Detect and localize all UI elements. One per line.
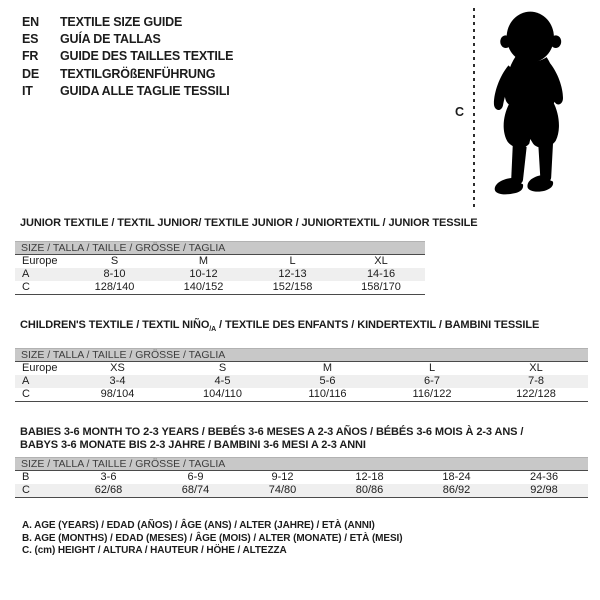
- table-cell: 140/152: [159, 281, 248, 295]
- table-row: [15, 375, 588, 388]
- table-cell: S: [110, 255, 119, 267]
- language-row: [22, 83, 233, 100]
- table-cell: L: [428, 362, 436, 374]
- table-row: [15, 255, 425, 269]
- row-label: C: [15, 388, 65, 402]
- children-title-post: / TEXTILE DES ENFANTS / KINDERTEXTIL / BAMBINI TESSILE: [216, 319, 540, 331]
- table-cell: 7-8: [484, 375, 588, 388]
- table-cell: M: [198, 255, 209, 267]
- junior-section-title: JUNIOR TEXTILE / TEXTIL JUNIOR/ TEXTILE JUNIOR / JUNIORTEXTIL / JUNIOR TESSILE: [20, 217, 478, 229]
- language-code: DE: [22, 66, 39, 81]
- table-cell: 104/110: [170, 388, 275, 402]
- height-measure-dotted-line: [473, 8, 475, 211]
- language-title: TEXTILE SIZE GUIDE: [60, 14, 183, 29]
- table-cell: L: [289, 255, 296, 267]
- language-row: [22, 13, 233, 30]
- babies-size-table: [15, 457, 588, 498]
- table-cell: 68/74: [152, 484, 239, 498]
- babies-title-line2: BABYS 3-6 MONATE BIS 2-3 JAHRE / BAMBINI 3-6 MESI A 2-3 ANNI: [20, 439, 366, 451]
- table-cell: 5-6: [275, 375, 380, 388]
- language-title: TEXTILGRÖßENFÜHRUNG: [60, 66, 216, 81]
- table-cell: 6-9: [187, 471, 204, 483]
- language-list: [22, 13, 233, 100]
- row-label: C: [15, 484, 65, 498]
- table-cell: 158/170: [337, 281, 425, 295]
- row-label: A: [15, 375, 65, 388]
- size-header-label: SIZE / TALLA / TAILLE / GRÖSSE / TAGLIA: [15, 242, 425, 255]
- table-cell: 128/140: [70, 281, 159, 295]
- table-cell: 116/122: [380, 388, 484, 402]
- table-cell: 86/92: [413, 484, 500, 498]
- language-row: [22, 65, 233, 82]
- table-cell: M: [322, 362, 333, 374]
- table-cell: 110/116: [275, 388, 380, 402]
- size-header-bar: [15, 242, 425, 255]
- table-cell: 62/68: [65, 484, 152, 498]
- table-cell: S: [218, 362, 227, 374]
- table-row: [15, 362, 588, 376]
- table-cell: 4-5: [170, 375, 275, 388]
- table-cell: 9-12: [271, 471, 294, 483]
- footnote-c: C. (cm) HEIGHT / ALTURA / HAUTEUR / HÖHE / ALTEZZA: [22, 545, 287, 557]
- row-label: Europe: [22, 255, 58, 267]
- table-row: [15, 484, 588, 498]
- table-row: [15, 388, 588, 402]
- children-title-sub: /A: [209, 326, 217, 334]
- language-row: [22, 30, 233, 47]
- table-row: [15, 471, 588, 485]
- table-cell: 3-6: [100, 471, 117, 483]
- footnotes: [22, 520, 402, 558]
- table-cell: 10-12: [159, 268, 248, 281]
- table-cell: 18-24: [442, 471, 471, 483]
- children-section-title: [20, 319, 539, 336]
- table-cell: 8-10: [70, 268, 159, 281]
- table-cell: 12-18: [355, 471, 384, 483]
- table-cell: XL: [374, 255, 388, 267]
- table-cell: XL: [529, 362, 543, 374]
- measure-c-label: C: [455, 105, 465, 119]
- language-title: GUIDA ALLE TAGLIE TESSILI: [60, 84, 230, 99]
- children-size-table: [15, 348, 588, 402]
- footnote-a: A. AGE (YEARS) / EDAD (AÑOS) / ÂGE (ANS) / ALTER (JAHRE) / ETÀ (ANNI): [22, 520, 375, 531]
- baby-silhouette: [483, 5, 583, 212]
- table-cell: 152/158: [248, 281, 337, 295]
- junior-size-table: [15, 241, 425, 295]
- size-header-bar: [15, 349, 588, 362]
- babies-section-title: [20, 426, 523, 452]
- size-header-label: SIZE / TALLA / TAILLE / GRÖSSE / TAGLIA: [15, 458, 588, 471]
- row-label: Europe: [22, 362, 58, 374]
- language-code: FR: [22, 49, 39, 64]
- size-header-label: SIZE / TALLA / TAILLE / GRÖSSE / TAGLIA: [15, 349, 588, 362]
- table-cell: 74/80: [239, 484, 326, 498]
- babies-title-line1: BABIES 3-6 MONTH TO 2-3 YEARS / BEBÉS 3-6 MESES A 2-3 AÑOS / BÉBÉS 3-6 MOIS À 2-3 ANS /: [20, 426, 524, 438]
- language-code: IT: [22, 84, 33, 99]
- table-cell: 80/86: [326, 484, 413, 498]
- footnote-b: B. AGE (MONTHS) / EDAD (MESES) / ÂGE (MOIS) / ALTER (MONATE) / ETÀ (MESI): [22, 532, 403, 544]
- table-cell: XS: [110, 362, 125, 374]
- children-title-pre: CHILDREN'S TEXTILE / TEXTIL NIÑO: [20, 319, 210, 331]
- language-code: EN: [22, 14, 39, 29]
- table-cell: 3-4: [65, 375, 170, 388]
- table-cell: 92/98: [500, 484, 588, 498]
- table-cell: 12-13: [248, 268, 337, 281]
- table-cell: 6-7: [380, 375, 484, 388]
- table-cell: 98/104: [65, 388, 170, 402]
- language-title: GUÍA DE TALLAS: [60, 32, 161, 47]
- row-label: A: [15, 268, 70, 281]
- table-cell: 24-36: [529, 471, 559, 483]
- row-label: C: [15, 281, 70, 295]
- size-header-bar: [15, 458, 588, 471]
- table-cell: 122/128: [484, 388, 588, 402]
- language-code: ES: [22, 32, 39, 47]
- language-title: GUIDE DES TAILLES TEXTILE: [60, 49, 234, 64]
- table-cell: 14-16: [337, 268, 425, 281]
- table-row: [15, 281, 425, 295]
- language-row: [22, 48, 233, 65]
- table-row: [15, 268, 425, 281]
- row-label: B: [22, 471, 30, 483]
